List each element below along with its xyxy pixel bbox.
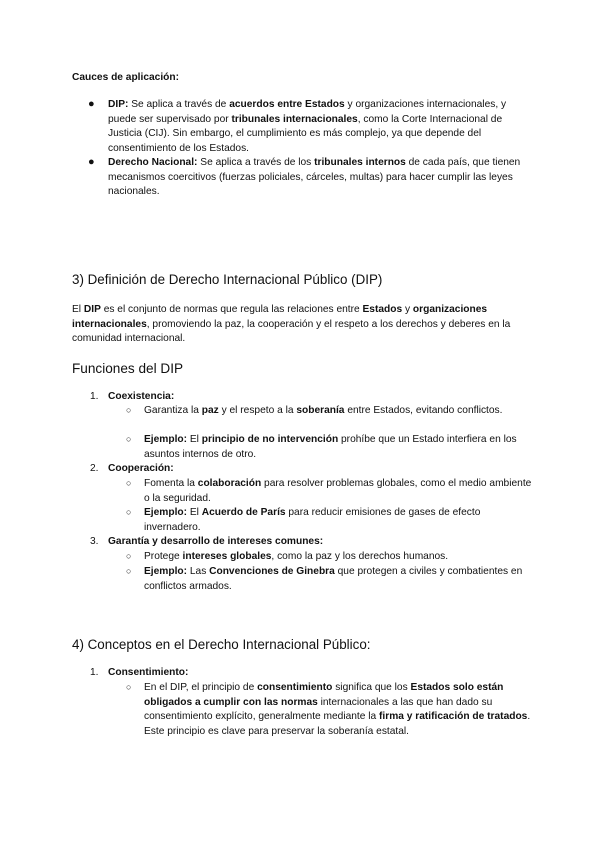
bold-run: DIP	[83, 304, 101, 315]
cauces-item-dip	[108, 98, 532, 156]
text-run: Fomenta la	[144, 478, 198, 489]
coexistencia-sub-1	[144, 404, 532, 419]
text-run: es el conjunto de normas que regula las relaciones entre	[100, 304, 363, 315]
text-run: , como la Corte Internacional de Justicia (CIJ). Sin embargo, el cumplimiento es más complejo, ya que depende del consentimiento de los Estados.	[108, 113, 503, 154]
bold-run: Ejemplo:	[144, 507, 188, 518]
list-number: 3.	[90, 536, 99, 547]
text-run: Se aplica a través de	[128, 99, 230, 110]
cooperacion-sub-1	[144, 477, 532, 506]
text-run: y el respeto a la	[218, 405, 297, 416]
cooperacion-label: Cooperación:	[108, 463, 174, 474]
consentimiento-label: Consentimiento:	[108, 667, 189, 678]
text-run: Garantiza la	[144, 405, 202, 416]
funciones-title: Funciones del DIP	[72, 361, 184, 376]
intereses-label: Garantía y desarrollo de intereses comunes:	[108, 536, 324, 547]
text-run: prohíbe que un Estado interfiera en los asuntos internos de otro.	[144, 434, 517, 460]
hollow-bullet: ○	[126, 478, 132, 488]
section-4-title: 4) Conceptos en el Derecho Internacional Público:	[72, 637, 371, 652]
text-run: , como la paz y los derechos humanos.	[271, 551, 449, 562]
hollow-bullet: ○	[126, 682, 132, 692]
bullet-dot: ●	[88, 98, 95, 110]
bold-run: Ejemplo:	[144, 566, 188, 577]
text-run: y organizaciones internacionales, y puede ser supervisado por	[108, 99, 507, 125]
bold-run: paz	[201, 405, 219, 416]
text-run: significa que los	[332, 682, 411, 693]
cooperacion-sub-2	[144, 506, 532, 535]
bold-run: organizaciones internacionales	[72, 304, 488, 330]
list-number: 1.	[90, 391, 99, 402]
consentimiento-sub-1	[144, 681, 532, 739]
text-run: para reducir emisiones de gases de efecto invernadero.	[144, 507, 481, 533]
bullet-dot: ●	[88, 156, 95, 168]
hollow-bullet: ○	[126, 405, 132, 415]
bold-run: colaboración	[197, 478, 262, 489]
text-run: y	[402, 304, 413, 315]
text-run: , promoviendo la paz, la cooperación y el respeto a los derechos y deberes en la comunidad internacional.	[72, 318, 511, 345]
bold-run: Convenciones de Ginebra	[209, 566, 335, 577]
list-number: 2.	[90, 463, 99, 474]
bold-run: acuerdos entre Estados	[229, 99, 345, 110]
coexistencia-label: Coexistencia:	[108, 391, 175, 402]
bold-run: soberanía	[296, 405, 345, 416]
list-number: 1.	[90, 667, 99, 678]
bold-run: Ejemplo:	[144, 434, 188, 445]
text-run: para resolver problemas globales, como el medio ambiente o la seguridad.	[144, 478, 532, 504]
bold-run: firma y ratificación de tratados	[379, 711, 528, 723]
text-run: Protege	[144, 551, 183, 562]
bold-run: tribunales internacionales	[231, 113, 358, 125]
bold-run: consentimiento	[257, 682, 333, 693]
hollow-bullet: ○	[126, 434, 132, 444]
bold-run: Estados	[362, 304, 403, 315]
bold-run: principio de no intervención	[201, 434, 339, 445]
cauces-heading: Cauces de aplicación:	[72, 72, 180, 83]
text-run: Las	[187, 566, 210, 577]
text-run: que protegen a civiles y combatientes en conflictos armados.	[144, 566, 523, 592]
text-run: El	[187, 507, 202, 518]
section-3-title: 3) Definición de Derecho Internacional Público (DIP)	[72, 272, 383, 287]
bold-run: Acuerdo de París	[201, 507, 286, 518]
text-run: internacionales a las que han dado su consentimiento explícito, generalmente mediante la	[144, 696, 493, 723]
text-run: El	[72, 304, 84, 315]
bold-run: DIP:	[108, 99, 129, 110]
text-run: . Este principio es clave para preservar la soberanía estatal.	[144, 711, 531, 737]
intereses-sub-1	[144, 550, 532, 565]
text-run: Se aplica a través de los	[197, 157, 315, 168]
bold-run: Estados solo están obligados a cumplir con las normas	[144, 682, 504, 708]
text-run: El	[187, 434, 202, 445]
bold-run: intereses globales	[182, 551, 272, 562]
bold-run: Derecho Nacional:	[108, 157, 198, 168]
coexistencia-sub-2	[144, 433, 532, 462]
intereses-sub-2	[144, 565, 532, 594]
text-run: de cada país, que tienen mecanismos coercitivos (fuerzas policiales, cárceles, multas) para hacer cumplir las leyes nacionales.	[108, 157, 521, 198]
hollow-bullet: ○	[126, 507, 132, 517]
hollow-bullet: ○	[126, 551, 132, 561]
text-run: entre Estados, evitando conflictos.	[344, 405, 503, 416]
text-run: En el DIP, el principio de	[144, 682, 258, 693]
hollow-bullet: ○	[126, 566, 132, 576]
bold-run: tribunales internos	[314, 157, 406, 168]
section-3-paragraph	[72, 303, 532, 347]
cauces-item-nacional	[108, 156, 532, 200]
